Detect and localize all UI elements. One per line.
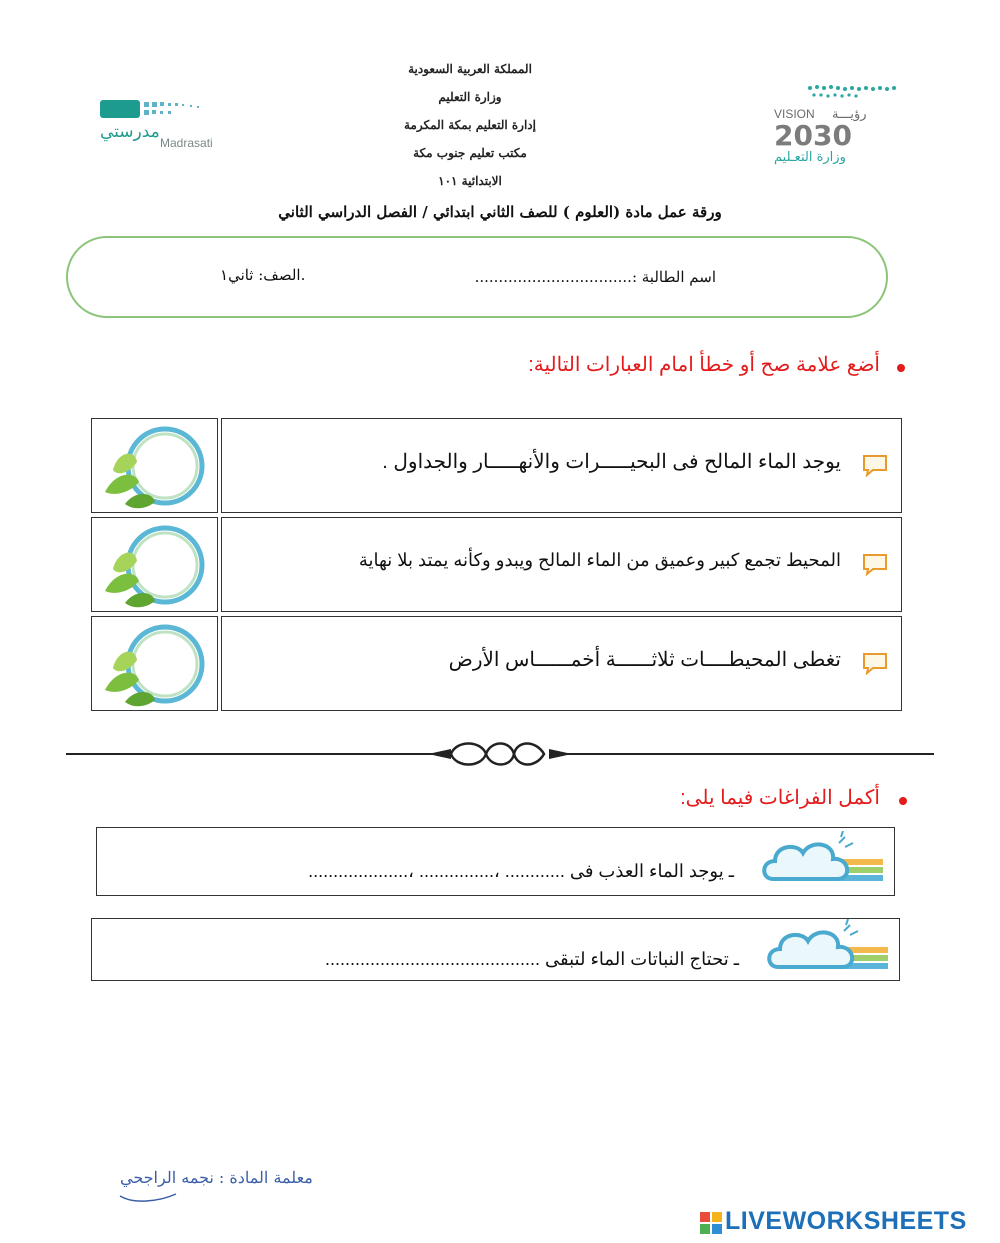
vision-2030-logo bbox=[760, 75, 920, 170]
student-name-field[interactable]: اسم الطالبة :................................. bbox=[474, 268, 716, 286]
fill-blank-box-2 bbox=[91, 918, 900, 981]
liveworksheets-brand bbox=[700, 1205, 995, 1239]
leaf-ring-icon bbox=[95, 521, 214, 610]
answer-cell[interactable] bbox=[91, 616, 218, 711]
answer-cell[interactable] bbox=[91, 517, 218, 612]
bullet-icon bbox=[899, 797, 907, 805]
cloud-icon bbox=[766, 919, 891, 981]
statement-text: المحيط تجمع كبير وعميق من الماء المالح ويبدو وكأنه يمتد بلا نهاية bbox=[358, 550, 841, 570]
madrasati-logo bbox=[40, 55, 240, 185]
svg-text:Madrasati: Madrasati bbox=[160, 136, 213, 150]
header-office: مكتب تعليم جنوب مكة bbox=[413, 146, 527, 160]
statement-cell bbox=[221, 418, 902, 513]
header-department: إدارة التعليم بمكة المكرمة bbox=[404, 118, 536, 132]
statement-text: تغطى المحيطــــات ثلاثــــــة أخمــــــاس الأرض bbox=[448, 649, 841, 671]
header-ministry: وزارة التعليم bbox=[438, 90, 502, 104]
svg-text:VISION: VISION bbox=[774, 107, 815, 121]
answer-cell[interactable] bbox=[91, 418, 218, 513]
liveworksheets-logo-icon bbox=[700, 1212, 722, 1234]
liveworksheets-wordmark: LIVEWORKSHEETS bbox=[725, 1207, 967, 1235]
statement-text: يوجد الماء المالح فى البحيـــــرات والأنهـــــار والجداول . bbox=[382, 451, 841, 473]
teacher-signature: معلمة المادة : نجمه الراجحي bbox=[120, 1168, 313, 1187]
speech-bubble-icon bbox=[861, 453, 889, 477]
speech-bubble-icon bbox=[861, 552, 889, 576]
section1-instruction: أضع علامة صح أو خطأ امام العبارات التالية: bbox=[528, 354, 880, 376]
fill-blank-sentence-2[interactable]: ـ تحتاج النباتات الماء لتبقى ........................................... bbox=[324, 949, 739, 969]
ornament-divider bbox=[66, 735, 934, 773]
fill-blank-sentence-1[interactable]: ـ يوجد الماء العذب فى ............ ،............... ،.................... bbox=[308, 861, 734, 881]
student-info-box bbox=[66, 236, 888, 318]
speech-bubble-icon bbox=[861, 651, 889, 675]
worksheet-title: ورقة عمل مادة (العلوم ) للصف الثاني ابتدائي / الفصل الدراسي الثاني bbox=[278, 203, 722, 221]
leaf-ring-icon bbox=[95, 422, 214, 511]
svg-text:مدرستي: مدرستي bbox=[100, 122, 160, 142]
signature-stroke bbox=[118, 1190, 178, 1204]
svg-text:رؤيـــة: رؤيـــة bbox=[832, 107, 867, 122]
statement-cell bbox=[221, 616, 902, 711]
header-school: الابتدائية ١٠١ bbox=[438, 174, 502, 188]
header-kingdom: المملكة العربية السعودية bbox=[408, 62, 532, 76]
svg-text:وزارة التعـليم: وزارة التعـليم bbox=[774, 150, 846, 165]
leaf-ring-icon bbox=[95, 620, 214, 709]
svg-text:2030: 2030 bbox=[774, 119, 852, 152]
fill-blank-box-1 bbox=[96, 827, 895, 896]
bullet-icon bbox=[897, 364, 905, 372]
cloud-icon bbox=[761, 831, 886, 893]
statement-cell bbox=[221, 517, 902, 612]
student-class-field[interactable]: .الصف: ثاني١ bbox=[220, 266, 306, 284]
section2-instruction: أكمل الفراغات فيما يلى: bbox=[680, 787, 880, 809]
